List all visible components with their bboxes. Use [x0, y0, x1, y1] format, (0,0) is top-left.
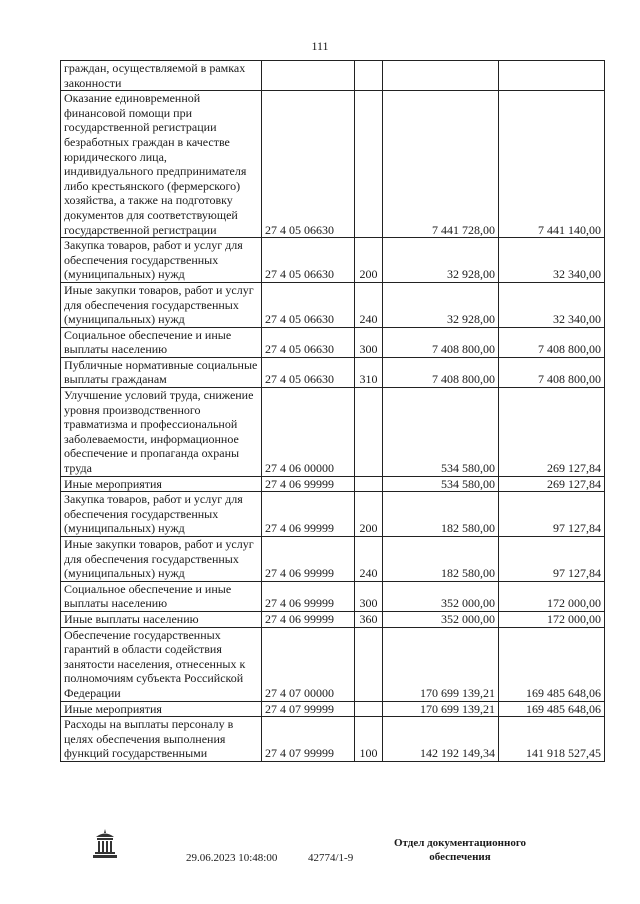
row-amount-1: 32 928,00 — [383, 282, 499, 327]
row-amount-1: 352 000,00 — [383, 581, 499, 611]
row-amount-2: 169 485 648,06 — [499, 701, 605, 717]
row-name: Иные мероприятия — [61, 701, 262, 717]
table-row — [61, 282, 605, 327]
row-name: Закупка товаров, работ и услуг для обеспечения государственных (муниципальных) нужд — [61, 238, 262, 283]
row-code: 27 4 06 99999 — [262, 492, 355, 537]
row-amount-2: 97 127,84 — [499, 537, 605, 582]
row-expense-type: 300 — [355, 327, 383, 357]
table-row — [61, 388, 605, 477]
table-row — [61, 581, 605, 611]
row-code: 27 4 06 99999 — [262, 476, 355, 492]
row-amount-1: 534 580,00 — [383, 388, 499, 477]
table-row — [61, 701, 605, 717]
table-row — [61, 357, 605, 387]
row-name: Публичные нормативные социальные выплаты гражданам — [61, 357, 262, 387]
row-amount-2: 97 127,84 — [499, 492, 605, 537]
row-amount-1: 170 699 139,21 — [383, 701, 499, 717]
row-name: Расходы на выплаты персоналу в целях обеспечения выполнения функций государственными — [61, 717, 262, 762]
row-amount-1: 182 580,00 — [383, 492, 499, 537]
table-row — [61, 717, 605, 762]
row-expense-type — [355, 388, 383, 477]
row-code: 27 4 06 00000 — [262, 388, 355, 477]
row-amount-2: 7 408 800,00 — [499, 327, 605, 357]
row-expense-type: 240 — [355, 282, 383, 327]
row-code: 27 4 06 99999 — [262, 581, 355, 611]
footer-datetime: 29.06.2023 10:48:00 — [186, 852, 278, 864]
row-code: 27 4 05 06630 — [262, 91, 355, 238]
row-expense-type: 310 — [355, 357, 383, 387]
row-amount-1 — [383, 61, 499, 91]
row-code: 27 4 05 06630 — [262, 282, 355, 327]
row-expense-type — [355, 91, 383, 238]
row-name: Закупка товаров, работ и услуг для обеспечения государственных (муниципальных) нужд — [61, 492, 262, 537]
row-code: 27 4 07 00000 — [262, 627, 355, 701]
row-amount-1: 170 699 139,21 — [383, 627, 499, 701]
row-code: 27 4 07 99999 — [262, 717, 355, 762]
row-expense-type — [355, 61, 383, 91]
row-amount-2: 141 918 527,45 — [499, 717, 605, 762]
row-name: Социальное обеспечение и иные выплаты населению — [61, 581, 262, 611]
row-amount-2: 7 441 140,00 — [499, 91, 605, 238]
row-amount-2: 32 340,00 — [499, 238, 605, 283]
row-expense-type — [355, 701, 383, 717]
table-row — [61, 61, 605, 91]
row-code: 27 4 06 99999 — [262, 537, 355, 582]
table-row — [61, 327, 605, 357]
row-expense-type — [355, 627, 383, 701]
row-expense-type: 200 — [355, 238, 383, 283]
table-row — [61, 476, 605, 492]
row-name: граждан, осуществляемой в рамках законности — [61, 61, 262, 91]
row-expense-type: 200 — [355, 492, 383, 537]
table-row — [61, 611, 605, 627]
budget-table — [60, 60, 605, 762]
row-amount-2: 32 340,00 — [499, 282, 605, 327]
row-amount-1: 7 441 728,00 — [383, 91, 499, 238]
row-amount-1: 182 580,00 — [383, 537, 499, 582]
footer-department-stamp: Отдел документационного обеспечения — [393, 837, 527, 863]
row-expense-type: 240 — [355, 537, 383, 582]
row-amount-2: 269 127,84 — [499, 476, 605, 492]
row-expense-type — [355, 476, 383, 492]
row-expense-type: 300 — [355, 581, 383, 611]
row-code: 27 4 06 99999 — [262, 611, 355, 627]
page-number: 111 — [311, 39, 329, 53]
row-code: 27 4 07 99999 — [262, 701, 355, 717]
row-name: Иные выплаты населению — [61, 611, 262, 627]
table-row — [61, 492, 605, 537]
row-name: Иные мероприятия — [61, 476, 262, 492]
footer-document-number: 42774/1-9 — [308, 852, 354, 864]
row-name: Улучшение условий труда, снижение уровня производственного травматизма и профессиональной заболеваемости, информационное обеспечение и пропаганда охраны труда — [61, 388, 262, 477]
row-amount-2: 269 127,84 — [499, 388, 605, 477]
row-code — [262, 61, 355, 91]
row-amount-2: 172 000,00 — [499, 611, 605, 627]
row-amount-1: 352 000,00 — [383, 611, 499, 627]
row-name: Обеспечение государственных гарантий в области содействия занятости населения, отнесенных к полномочиям субъекта Российской Федерации — [61, 627, 262, 701]
row-name: Иные закупки товаров, работ и услуг для обеспечения государственных (муниципальных) нужд — [61, 537, 262, 582]
row-amount-1: 534 580,00 — [383, 476, 499, 492]
table-row — [61, 91, 605, 238]
row-amount-2: 172 000,00 — [499, 581, 605, 611]
table-row — [61, 627, 605, 701]
row-amount-2 — [499, 61, 605, 91]
row-code: 27 4 05 06630 — [262, 327, 355, 357]
row-expense-type: 100 — [355, 717, 383, 762]
row-code: 27 4 05 06630 — [262, 357, 355, 387]
row-amount-2: 169 485 648,06 — [499, 627, 605, 701]
row-name: Социальное обеспечение и иные выплаты населению — [61, 327, 262, 357]
row-name: Оказание единовременной финансовой помощи при государственной регистрации безработных граждан в качестве юридического лица, индивидуального предпринимателя либо крестьянского (фермерского) хозяйства, а также на подготовку документов для соответствующей государственной регистрации — [61, 91, 262, 238]
row-name: Иные закупки товаров, работ и услуг для обеспечения государственных (муниципальных) нужд — [61, 282, 262, 327]
row-amount-1: 32 928,00 — [383, 238, 499, 283]
row-code: 27 4 05 06630 — [262, 238, 355, 283]
row-amount-2: 7 408 800,00 — [499, 357, 605, 387]
row-expense-type: 360 — [355, 611, 383, 627]
table-row — [61, 238, 605, 283]
table-row — [61, 537, 605, 582]
row-amount-1: 142 192 149,34 — [383, 717, 499, 762]
emblem-logo — [90, 827, 120, 861]
row-amount-1: 7 408 800,00 — [383, 327, 499, 357]
row-amount-1: 7 408 800,00 — [383, 357, 499, 387]
